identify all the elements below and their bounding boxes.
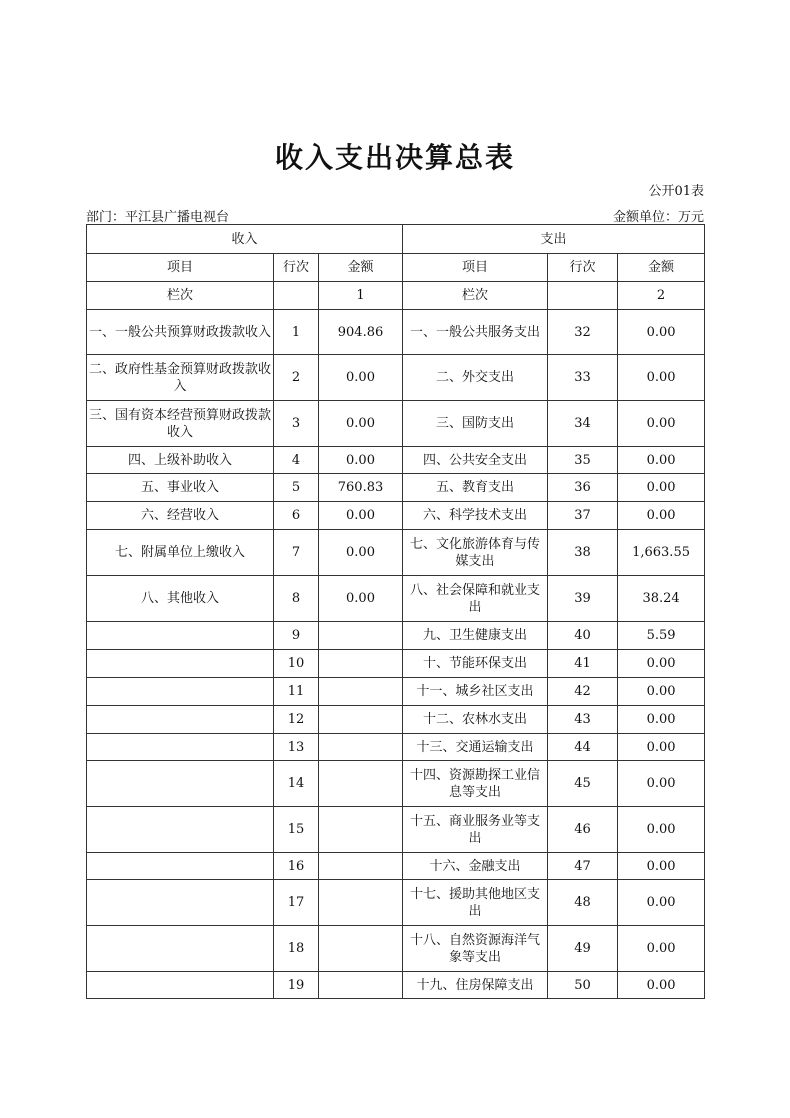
expense-amount: 0.00 [618, 401, 705, 447]
col-index-label: 栏次 [403, 282, 548, 310]
income-amount [319, 807, 403, 853]
income-item: 四、上级补助收入 [87, 447, 274, 474]
income-line: 4 [274, 447, 319, 474]
expense-line: 47 [548, 853, 618, 880]
income-line: 10 [274, 650, 319, 678]
expense-item: 六、科学技术支出 [403, 502, 548, 530]
income-amount [319, 926, 403, 972]
income-line: 13 [274, 734, 319, 761]
col-header-line: 行次 [548, 254, 618, 282]
income-line: 19 [274, 972, 319, 999]
expense-header: 支出 [403, 225, 705, 254]
expense-item: 十一、城乡社区支出 [403, 678, 548, 706]
table-row [87, 622, 705, 650]
income-line: 1 [274, 310, 319, 355]
expense-item: 十六、金融支出 [403, 853, 548, 880]
unit-label: 金额单位：万元 [612, 210, 704, 225]
expense-amount: 0.00 [618, 807, 705, 853]
table-row [87, 474, 705, 502]
table-row [87, 576, 705, 622]
expense-item: 三、国防支出 [403, 401, 548, 447]
expense-line: 36 [548, 474, 618, 502]
expense-line: 45 [548, 761, 618, 807]
table-row [87, 447, 705, 474]
expense-line: 44 [548, 734, 618, 761]
table-row [87, 530, 705, 576]
income-item [87, 734, 274, 761]
expense-item: 四、公共安全支出 [403, 447, 548, 474]
income-line: 17 [274, 880, 319, 926]
table-row [87, 853, 705, 880]
expense-item: 九、卫生健康支出 [403, 622, 548, 650]
income-expense-table [86, 224, 705, 999]
income-item [87, 926, 274, 972]
income-line: 16 [274, 853, 319, 880]
expense-item: 一、一般公共服务支出 [403, 310, 548, 355]
expense-amount: 0.00 [618, 880, 705, 926]
expense-line: 38 [548, 530, 618, 576]
expense-item: 八、社会保障和就业支出 [403, 576, 548, 622]
table-row [87, 734, 705, 761]
table-code: 公开01表 [648, 184, 704, 199]
income-item: 三、国有资本经营预算财政拨款收入 [87, 401, 274, 447]
income-amount: 0.00 [319, 530, 403, 576]
income-item [87, 853, 274, 880]
expense-item: 十四、资源勘探工业信息等支出 [403, 761, 548, 807]
table-row [87, 761, 705, 807]
income-amount: 0.00 [319, 447, 403, 474]
expense-line: 49 [548, 926, 618, 972]
expense-line: 32 [548, 310, 618, 355]
col-header-item: 项目 [403, 254, 548, 282]
expense-amount: 0.00 [618, 447, 705, 474]
expense-line: 50 [548, 972, 618, 999]
income-amount: 0.00 [319, 576, 403, 622]
income-line: 11 [274, 678, 319, 706]
table-row [87, 650, 705, 678]
income-header: 收入 [87, 225, 403, 254]
col-header-amount: 金额 [618, 254, 705, 282]
expense-item: 十、节能环保支出 [403, 650, 548, 678]
expense-line: 43 [548, 706, 618, 734]
income-item: 五、事业收入 [87, 474, 274, 502]
expense-amount: 0.00 [618, 678, 705, 706]
table-row [87, 972, 705, 999]
table-row [87, 807, 705, 853]
group-header-row [87, 225, 705, 254]
income-line: 8 [274, 576, 319, 622]
income-amount: 0.00 [319, 502, 403, 530]
expense-item: 十二、农林水支出 [403, 706, 548, 734]
expense-amount: 0.00 [618, 734, 705, 761]
income-amount [319, 972, 403, 999]
income-line: 7 [274, 530, 319, 576]
expense-amount: 0.00 [618, 355, 705, 401]
income-line: 18 [274, 926, 319, 972]
expense-amount: 0.00 [618, 650, 705, 678]
income-amount [319, 650, 403, 678]
expense-amount: 0.00 [618, 761, 705, 807]
income-line: 15 [274, 807, 319, 853]
income-line: 12 [274, 706, 319, 734]
income-item [87, 761, 274, 807]
col-index-expense: 2 [618, 282, 705, 310]
expense-item: 五、教育支出 [403, 474, 548, 502]
expense-line: 42 [548, 678, 618, 706]
income-item: 八、其他收入 [87, 576, 274, 622]
income-line: 3 [274, 401, 319, 447]
income-amount: 0.00 [319, 401, 403, 447]
expense-line: 39 [548, 576, 618, 622]
expense-item: 十七、援助其他地区支出 [403, 880, 548, 926]
income-amount: 904.86 [319, 310, 403, 355]
income-item [87, 650, 274, 678]
expense-line: 48 [548, 880, 618, 926]
expense-item: 十九、住房保障支出 [403, 972, 548, 999]
income-amount [319, 853, 403, 880]
col-index-income: 1 [319, 282, 403, 310]
expense-amount: 5.59 [618, 622, 705, 650]
expense-amount: 0.00 [618, 853, 705, 880]
page-title: 收入支出决算总表 [274, 141, 515, 174]
col-header-item: 项目 [87, 254, 274, 282]
col-header-amount: 金额 [319, 254, 403, 282]
expense-amount: 38.24 [618, 576, 705, 622]
table-row [87, 355, 705, 401]
income-item [87, 972, 274, 999]
income-amount [319, 734, 403, 761]
table-row [87, 401, 705, 447]
expense-amount: 0.00 [618, 972, 705, 999]
expense-item: 二、外交支出 [403, 355, 548, 401]
income-item [87, 807, 274, 853]
expense-amount: 0.00 [618, 706, 705, 734]
col-header-line: 行次 [274, 254, 319, 282]
income-line: 14 [274, 761, 319, 807]
table-row [87, 310, 705, 355]
income-item: 七、附属单位上缴收入 [87, 530, 274, 576]
col-index-empty [274, 282, 319, 310]
table-row [87, 880, 705, 926]
income-amount [319, 706, 403, 734]
income-item: 一、一般公共预算财政拨款收入 [87, 310, 274, 355]
expense-line: 37 [548, 502, 618, 530]
expense-amount: 0.00 [618, 474, 705, 502]
table-row [87, 706, 705, 734]
expense-item: 十五、商业服务业等支出 [403, 807, 548, 853]
expense-line: 35 [548, 447, 618, 474]
income-item: 二、政府性基金预算财政拨款收入 [87, 355, 274, 401]
income-line: 5 [274, 474, 319, 502]
department-label: 部门：平江县广播电视台 [86, 210, 230, 225]
expense-item: 十三、交通运输支出 [403, 734, 548, 761]
income-amount: 0.00 [319, 355, 403, 401]
expense-line: 40 [548, 622, 618, 650]
table-row [87, 502, 705, 530]
income-line: 9 [274, 622, 319, 650]
table-row [87, 678, 705, 706]
income-amount [319, 678, 403, 706]
income-item [87, 622, 274, 650]
income-line: 2 [274, 355, 319, 401]
income-amount [319, 880, 403, 926]
expense-line: 41 [548, 650, 618, 678]
expense-amount: 0.00 [618, 502, 705, 530]
expense-item: 七、文化旅游体育与传媒支出 [403, 530, 548, 576]
income-amount [319, 622, 403, 650]
income-item [87, 880, 274, 926]
column-index-row [87, 282, 705, 310]
income-item [87, 706, 274, 734]
income-item [87, 678, 274, 706]
column-header-row [87, 254, 705, 282]
income-item: 六、经营收入 [87, 502, 274, 530]
expense-item: 十八、自然资源海洋气象等支出 [403, 926, 548, 972]
col-index-label: 栏次 [87, 282, 274, 310]
expense-line: 33 [548, 355, 618, 401]
income-amount [319, 761, 403, 807]
col-index-empty [548, 282, 618, 310]
expense-line: 46 [548, 807, 618, 853]
expense-amount: 0.00 [618, 926, 705, 972]
expense-amount: 1,663.55 [618, 530, 705, 576]
expense-amount: 0.00 [618, 310, 705, 355]
expense-line: 34 [548, 401, 618, 447]
table-row [87, 926, 705, 972]
income-line: 6 [274, 502, 319, 530]
income-amount: 760.83 [319, 474, 403, 502]
